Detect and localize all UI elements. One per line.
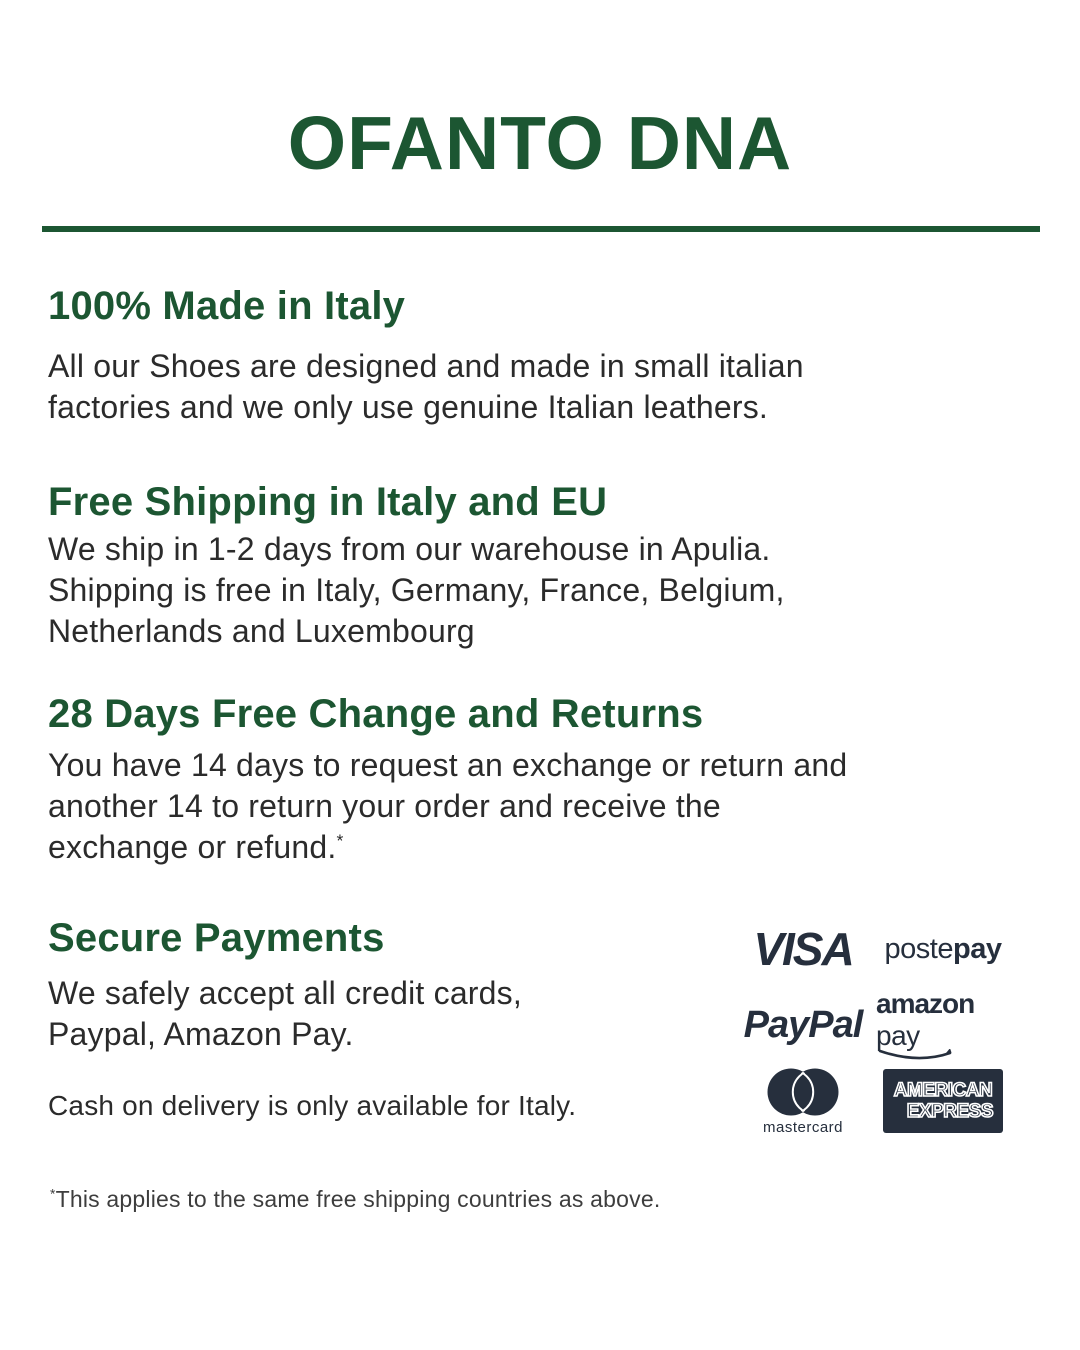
amex-line1: AMERICAN (893, 1080, 993, 1101)
footnote-asterisk: * (50, 1186, 56, 1202)
amazon-bold: amazon (876, 988, 975, 1019)
cash-on-delivery-note: Cash on delivery is only available for Italy. (48, 1090, 577, 1121)
paypal-logo-text: PayPal (743, 1003, 863, 1046)
section-body-secure-payments: We safely accept all credit cards, Paypal, Amazon Pay. (48, 975, 522, 1052)
section-body-free-shipping: We ship in 1-2 days from our warehouse in Apulia. Shipping is free in Italy, Germany, France, Belgium, Netherlands and Luxembourg (48, 531, 785, 649)
postepay-logo-text (885, 933, 1002, 966)
section-body-returns (48, 745, 1028, 868)
postepay-regular: poste (884, 932, 953, 965)
section-heading-secure-payments: Secure Payments (48, 916, 385, 960)
amex-line2: EXPRESS (906, 1101, 993, 1122)
payment-methods (736, 912, 1010, 1138)
mastercard-label: mastercard (762, 1118, 844, 1136)
mastercard-logo-wrap (763, 1067, 843, 1136)
footnote (50, 1186, 660, 1213)
postepay-bold: pay (952, 932, 1002, 965)
section-heading-free-shipping: Free Shipping in Italy and EU (48, 480, 608, 524)
postepay-logo (876, 912, 1010, 986)
amazon-pay-regular: pay (876, 1020, 920, 1051)
page-title: OFANTO DNA (287, 101, 793, 185)
amazonpay-logo-text (876, 988, 1010, 1052)
divider (42, 226, 1040, 232)
visa-logo (736, 912, 870, 986)
section-body-made-in-italy: All our Shoes are designed and made in small italian factories and we only use genuine Italian leathers. (48, 348, 804, 425)
visa-logo-text: VISA (753, 923, 853, 975)
section-heading-returns: 28 Days Free Change and Returns (48, 692, 704, 736)
returns-text: You have 14 days to request an exchange or return and another 14 to return your order and receive the exchange or refund. (48, 747, 848, 865)
footnote-marker-sup: * (336, 830, 344, 851)
footnote-text: This applies to the same free shipping countries as above. (55, 1186, 661, 1212)
mastercard-circles-icon (764, 1067, 842, 1117)
amex-logo (876, 1064, 1010, 1138)
amazonpay-logo-wrap (876, 988, 1010, 1062)
amazon-smile-icon (878, 1049, 958, 1062)
amex-logo-box (883, 1069, 1003, 1133)
amazonpay-logo (876, 988, 1010, 1062)
mastercard-logo (736, 1064, 870, 1138)
paypal-logo (736, 988, 870, 1062)
section-heading-made-in-italy: 100% Made in Italy (48, 284, 406, 328)
